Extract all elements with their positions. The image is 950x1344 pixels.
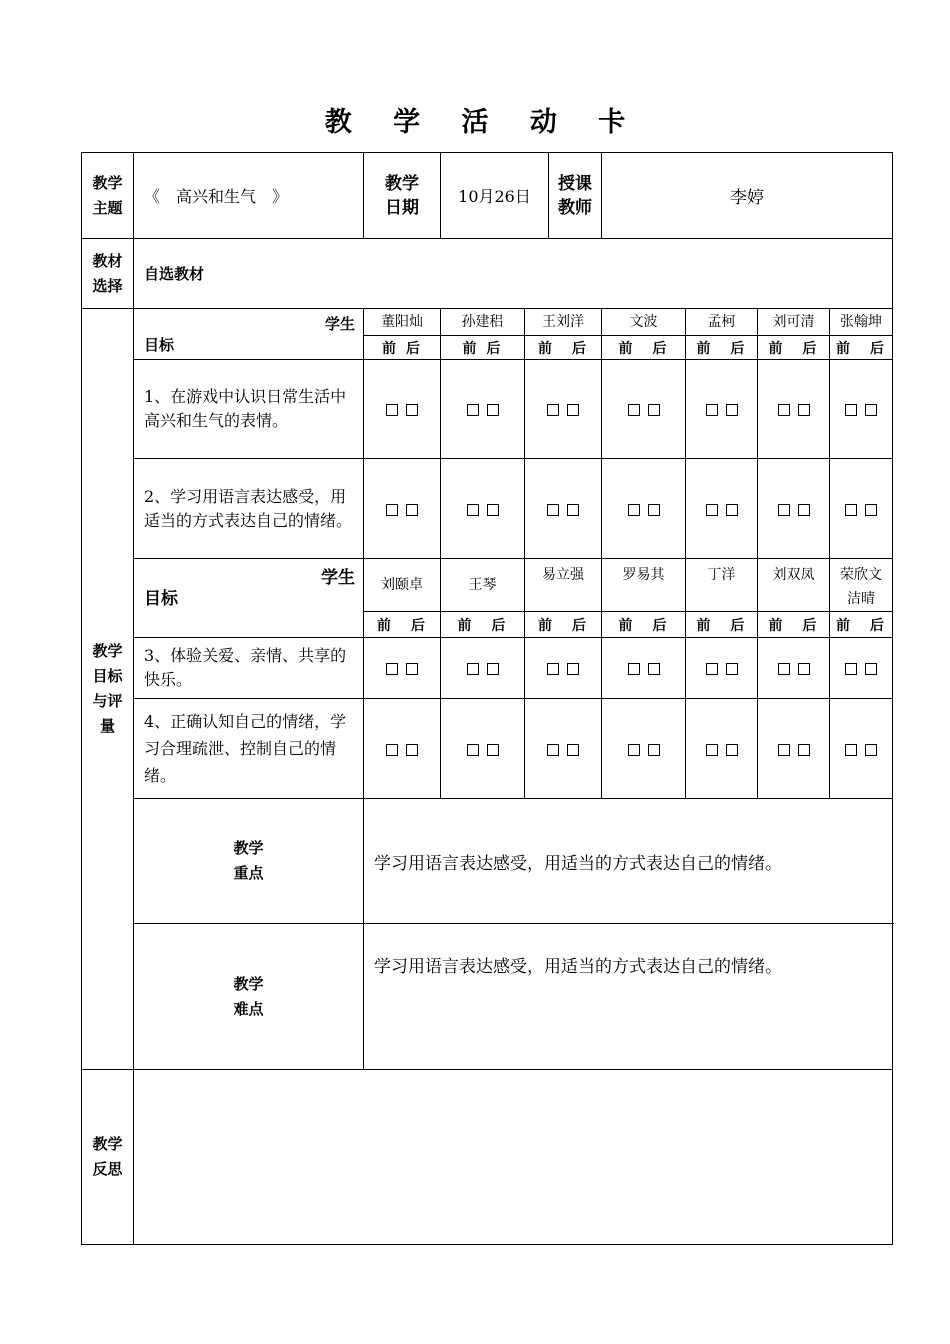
checkbox[interactable]	[845, 504, 857, 516]
goal-item: 3、体验关爱、亲情、共享的快乐。	[134, 638, 364, 699]
before-after-header	[441, 612, 525, 638]
after-label: 后	[411, 617, 427, 634]
corner-goal-label: 目标	[144, 336, 175, 354]
checkbox[interactable]	[778, 744, 790, 756]
student-name: 张翰坤	[830, 309, 893, 336]
checkbox[interactable]	[487, 404, 499, 416]
before-label: 前	[377, 617, 393, 634]
checkbox[interactable]	[706, 663, 718, 675]
student-name: 丁洋	[686, 559, 758, 612]
checkbox-pair	[602, 459, 686, 559]
checkbox-pair	[525, 360, 602, 459]
after-label: 后	[870, 340, 887, 357]
checkbox[interactable]	[628, 744, 640, 756]
after-label: 后	[572, 617, 588, 634]
before-label: 前	[618, 340, 635, 357]
checkbox[interactable]	[706, 404, 718, 416]
checkbox[interactable]	[865, 744, 877, 756]
checkbox-pair	[686, 459, 758, 559]
checkbox[interactable]	[798, 504, 810, 516]
before-label: 前	[462, 340, 479, 357]
checkbox[interactable]	[778, 404, 790, 416]
checkbox[interactable]	[406, 504, 418, 516]
checkbox[interactable]	[865, 404, 877, 416]
before-label: 前	[696, 617, 713, 634]
checkbox[interactable]	[386, 744, 398, 756]
student-name: 王琴	[441, 559, 525, 612]
checkbox[interactable]	[628, 504, 640, 516]
checkbox-pair	[830, 360, 893, 459]
after-label: 后	[652, 617, 669, 634]
checkbox[interactable]	[467, 663, 479, 675]
checkbox[interactable]	[798, 663, 810, 675]
checkbox[interactable]	[406, 744, 418, 756]
key-point-label-text: 教学重点	[233, 839, 264, 882]
before-after-header	[686, 336, 758, 360]
checkbox-pair	[364, 699, 441, 799]
student-name: 刘可清	[758, 309, 830, 336]
teacher-label	[549, 153, 602, 239]
before-after-header	[364, 612, 441, 638]
checkbox-pair	[525, 638, 602, 699]
key-point-label	[134, 799, 364, 924]
before-after-header	[364, 336, 441, 360]
checkbox[interactable]	[648, 404, 660, 416]
before-after-header	[758, 612, 830, 638]
checkbox-pair	[364, 638, 441, 699]
after-label: 后	[406, 340, 422, 357]
before-after-header	[441, 336, 525, 360]
difficulty-label	[134, 924, 364, 1070]
checkbox[interactable]	[778, 663, 790, 675]
activity-card-table	[81, 152, 893, 1245]
before-after-header	[602, 612, 686, 638]
after-label: 后	[730, 617, 747, 634]
checkbox[interactable]	[706, 744, 718, 756]
checkbox[interactable]	[798, 744, 810, 756]
checkbox[interactable]	[648, 504, 660, 516]
goals-label	[82, 309, 134, 1070]
student-name: 文波	[602, 309, 686, 336]
checkbox-pair	[525, 699, 602, 799]
checkbox[interactable]	[726, 404, 738, 416]
date-label	[364, 153, 441, 239]
goals-corner-header	[134, 559, 364, 638]
topic-label	[82, 153, 134, 239]
checkbox[interactable]	[726, 744, 738, 756]
checkbox[interactable]	[567, 744, 579, 756]
corner-goal-label: 目标	[144, 589, 178, 609]
topic-value[interactable]: 《 高兴和生气 》	[134, 153, 364, 239]
checkbox[interactable]	[547, 504, 559, 516]
before-label: 前	[538, 617, 554, 634]
checkbox[interactable]	[845, 404, 857, 416]
student-name: 王刘洋	[525, 309, 602, 336]
topic-label-text: 教学主题	[92, 173, 123, 217]
checkbox[interactable]	[567, 404, 579, 416]
checkbox[interactable]	[845, 744, 857, 756]
checkbox[interactable]	[386, 663, 398, 675]
before-after-header	[525, 336, 602, 360]
checkbox[interactable]	[628, 663, 640, 675]
goals-label-text: 教学目标与评量	[92, 642, 123, 735]
checkbox-pair	[758, 459, 830, 559]
before-after-header	[525, 612, 602, 638]
teacher-value[interactable]: 李婷	[602, 153, 893, 239]
student-name: 易立强	[525, 559, 602, 612]
checkbox-pair	[758, 699, 830, 799]
goal-item: 1、在游戏中认识日常生活中高兴和生气的表情。	[134, 360, 364, 459]
student-name: 刘颐卓	[364, 559, 441, 612]
checkbox[interactable]	[567, 663, 579, 675]
student-name: 孙建稆	[441, 309, 525, 336]
checkbox[interactable]	[487, 504, 499, 516]
after-label: 后	[802, 617, 819, 634]
before-label: 前	[696, 340, 713, 357]
key-point-value[interactable]: 学习用语言表达感受，用适当的方式表达自己的情绪。	[364, 799, 893, 924]
checkbox[interactable]	[406, 663, 418, 675]
after-label: 后	[652, 340, 669, 357]
checkbox-pair	[830, 699, 893, 799]
checkbox-pair	[441, 638, 525, 699]
student-name: 刘双凤	[758, 559, 830, 612]
goals-corner-header	[134, 309, 364, 360]
checkbox[interactable]	[467, 744, 479, 756]
before-label: 前	[538, 340, 554, 357]
date-value[interactable]: 10月26日	[441, 153, 549, 239]
before-after-header	[602, 336, 686, 360]
checkbox-pair	[830, 459, 893, 559]
checkbox-pair	[758, 638, 830, 699]
student-name: 罗易其	[602, 559, 686, 612]
checkbox[interactable]	[778, 504, 790, 516]
checkbox[interactable]	[648, 744, 660, 756]
before-label: 前	[618, 617, 635, 634]
page-title: 教 学 活 动 卡	[324, 107, 642, 138]
before-after-header	[830, 336, 893, 360]
checkbox[interactable]	[487, 663, 499, 675]
checkbox-pair	[686, 699, 758, 799]
before-after-header	[830, 612, 893, 638]
checkbox-pair	[525, 459, 602, 559]
checkbox[interactable]	[865, 663, 877, 675]
after-label: 后	[572, 340, 588, 357]
reflection-value[interactable]	[134, 1070, 893, 1245]
teacher-label-text: 授课教师	[558, 173, 593, 218]
reflection-label-text: 教学反思	[92, 1135, 123, 1178]
material-label	[82, 239, 134, 309]
checkbox-pair	[441, 699, 525, 799]
material-label-text: 教材选择	[92, 251, 123, 295]
checkbox[interactable]	[845, 663, 857, 675]
checkbox[interactable]	[726, 663, 738, 675]
checkbox[interactable]	[406, 404, 418, 416]
corner-student-label: 学生	[321, 568, 355, 588]
before-label: 前	[382, 340, 398, 357]
corner-student-label: 学生	[324, 315, 355, 333]
checkbox[interactable]	[547, 663, 559, 675]
after-label: 后	[730, 340, 747, 357]
difficulty-label-text: 教学难点	[233, 974, 264, 1018]
checkbox-pair	[602, 360, 686, 459]
checkbox-pair	[364, 360, 441, 459]
checkbox-pair	[441, 459, 525, 559]
student-name	[830, 559, 893, 612]
checkbox[interactable]	[648, 663, 660, 675]
after-label: 后	[870, 617, 887, 634]
checkbox[interactable]	[547, 404, 559, 416]
student-name: 孟柯	[686, 309, 758, 336]
after-label: 后	[491, 617, 508, 634]
date-label-text: 教学日期	[385, 173, 419, 218]
after-label: 后	[802, 340, 819, 357]
checkbox[interactable]	[467, 404, 479, 416]
student-name: 董阳灿	[364, 309, 441, 336]
checkbox-pair	[441, 360, 525, 459]
student-name-text: 荣欣文洁晴	[840, 567, 883, 607]
reflection-label	[82, 1070, 134, 1245]
before-label: 前	[836, 617, 853, 634]
before-label: 前	[768, 340, 785, 357]
checkbox-pair	[602, 699, 686, 799]
after-label: 后	[486, 340, 503, 357]
checkbox-pair	[602, 638, 686, 699]
checkbox[interactable]	[567, 504, 579, 516]
checkbox[interactable]	[865, 504, 877, 516]
checkbox-pair	[758, 360, 830, 459]
checkbox[interactable]	[467, 504, 479, 516]
checkbox[interactable]	[628, 404, 640, 416]
checkbox[interactable]	[798, 404, 810, 416]
before-label: 前	[836, 340, 853, 357]
checkbox-pair	[830, 638, 893, 699]
checkbox-pair	[686, 360, 758, 459]
checkbox[interactable]	[706, 504, 718, 516]
before-after-header	[686, 612, 758, 638]
difficulty-value[interactable]: 学习用语言表达感受，用适当的方式表达自己的情绪。	[364, 924, 893, 1070]
before-after-header	[758, 336, 830, 360]
checkbox-pair	[686, 638, 758, 699]
checkbox[interactable]	[487, 744, 499, 756]
material-value[interactable]: 自选教材	[134, 239, 893, 309]
goal-item: 2、学习用语言表达感受，用适当的方式表达自己的情绪。	[134, 459, 364, 559]
checkbox[interactable]	[547, 744, 559, 756]
checkbox[interactable]	[386, 504, 398, 516]
before-label: 前	[768, 617, 785, 634]
checkbox[interactable]	[726, 504, 738, 516]
checkbox-pair	[364, 459, 441, 559]
goal-item: 4、正确认知自己的情绪，学习合理疏泄、控制自己的情绪。	[134, 699, 364, 799]
before-label: 前	[457, 617, 474, 634]
checkbox[interactable]	[386, 404, 398, 416]
